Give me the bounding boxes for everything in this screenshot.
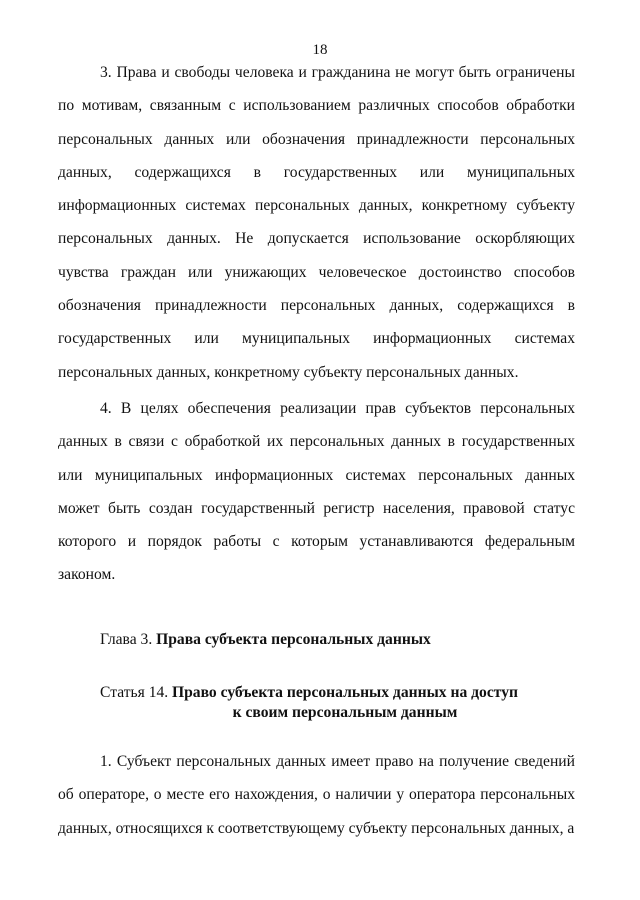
page-number: 18 [312,42,328,58]
paragraph-3: 3. Права и свободы человека и гражданина не могут быть ограничены по мотивам, связанным с использованием различных способов обработки персональных данных или обозначения принадлежности персональных данных, содержащихся в государственных или муниципальных информационных системах персональных данных, конкретному субъекту персональных данных. Не допускается использование оскорбляющих чувства граждан или унижающих человеческое достоинство способов обозначения принадлежности персональных данных, содержащихся в государственных или муниципальных информационных системах персональных данных, конкретному субъекту персональных данных. [58,64,575,381]
paragraph-3-block [58,56,575,389]
article-title [172,683,518,723]
chapter-title: Права субъекта персональных данных [156,631,431,648]
article-heading [100,683,518,723]
article-title-line-2: к своим персональным данным [232,704,458,721]
paragraph-4-block [58,392,575,592]
article-title-line-1: Право субъекта персональных данных на доступ [172,684,518,701]
paragraph-4: 4. В целях обеспечения реализации прав субъектов персональных данных в связи с обработкой их персональных данных в государственных или муниципальных информационных системах персональных данных может быть создан государственный регистр населения, правовой статус которого и порядок работы с которым устанавливаются федеральным законом. [58,400,575,584]
chapter-prefix: Глава 3. [100,631,153,648]
article-paragraph-1-block [58,745,575,845]
chapter-heading [100,628,431,652]
article-prefix: Статья 14. [100,684,169,701]
article-paragraph-1: 1. Субъект персональных данных имеет право на получение сведений об операторе, о месте его нахождения, о наличии у оператора персональных данных, относящихся к соответствующему субъекту персональных данных, а [58,753,575,837]
